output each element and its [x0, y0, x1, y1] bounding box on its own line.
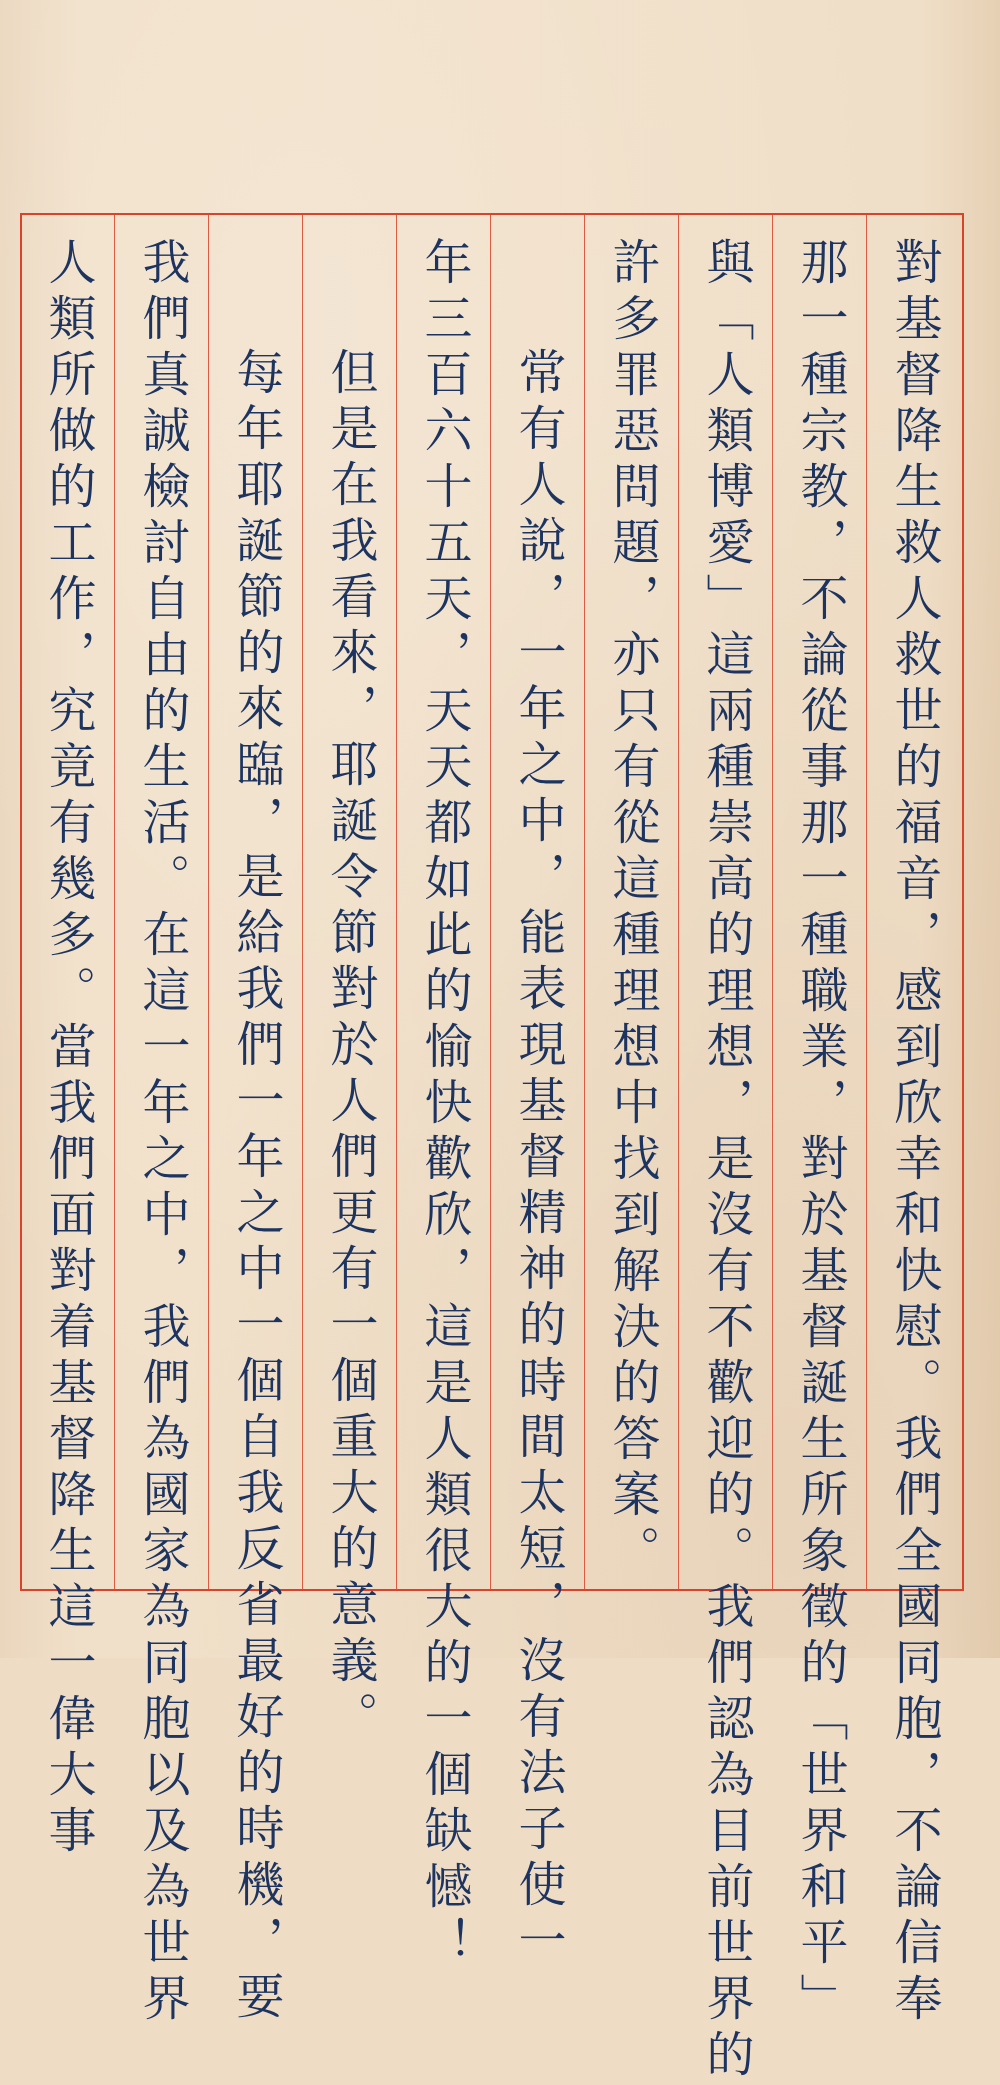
text-column-1	[866, 215, 962, 2029]
column-text: 每年耶誕節的來臨，是給我們一年之中一個自我反省最好的時機，要	[228, 347, 284, 2027]
text-column-2	[772, 215, 868, 2029]
text-column-5	[490, 215, 586, 1971]
manuscript-grid-frame	[20, 213, 964, 2085]
column-text: 常有人說，一年之中，能表現基督精神的時間太短，沒有法子使一	[510, 347, 566, 1971]
column-text: 那一種宗教，不論從事那一種職業，對於基督誕生所象徵的「世界和平」	[792, 237, 848, 2029]
column-text: 與「人類博愛」這兩種崇高的理想，是沒有不歡迎的。我們認為目前世界的	[698, 237, 754, 2085]
column-text: 人類所做的工作，究竟有幾多。當我們面對着基督降生這一偉大事	[40, 237, 96, 1861]
column-text: 年三百六十五天，天天都如此的愉快歡欣，這是人類很大的一個缺憾！	[416, 237, 472, 1973]
text-column-6	[396, 215, 492, 1973]
text-column-9	[114, 215, 210, 2029]
column-text: 許多罪惡問題，亦只有從這種理想中找到解決的答案。	[604, 237, 660, 1581]
column-text: 對基督降生救人救世的福音，感到欣幸和快慰。我們全國同胞，不論信奉	[886, 237, 942, 2029]
column-text: 但是在我看來，耶誕令節對於人們更有一個重大的意義。	[322, 347, 378, 1747]
text-column-4	[584, 215, 680, 1589]
text-column-7	[302, 215, 398, 1747]
text-column-10	[20, 215, 116, 1861]
column-text: 我們真誠檢討自由的生活。在這一年之中，我們為國家為同胞以及為世界	[134, 237, 190, 2029]
text-column-3	[678, 215, 774, 2085]
text-column-8	[208, 215, 304, 2027]
